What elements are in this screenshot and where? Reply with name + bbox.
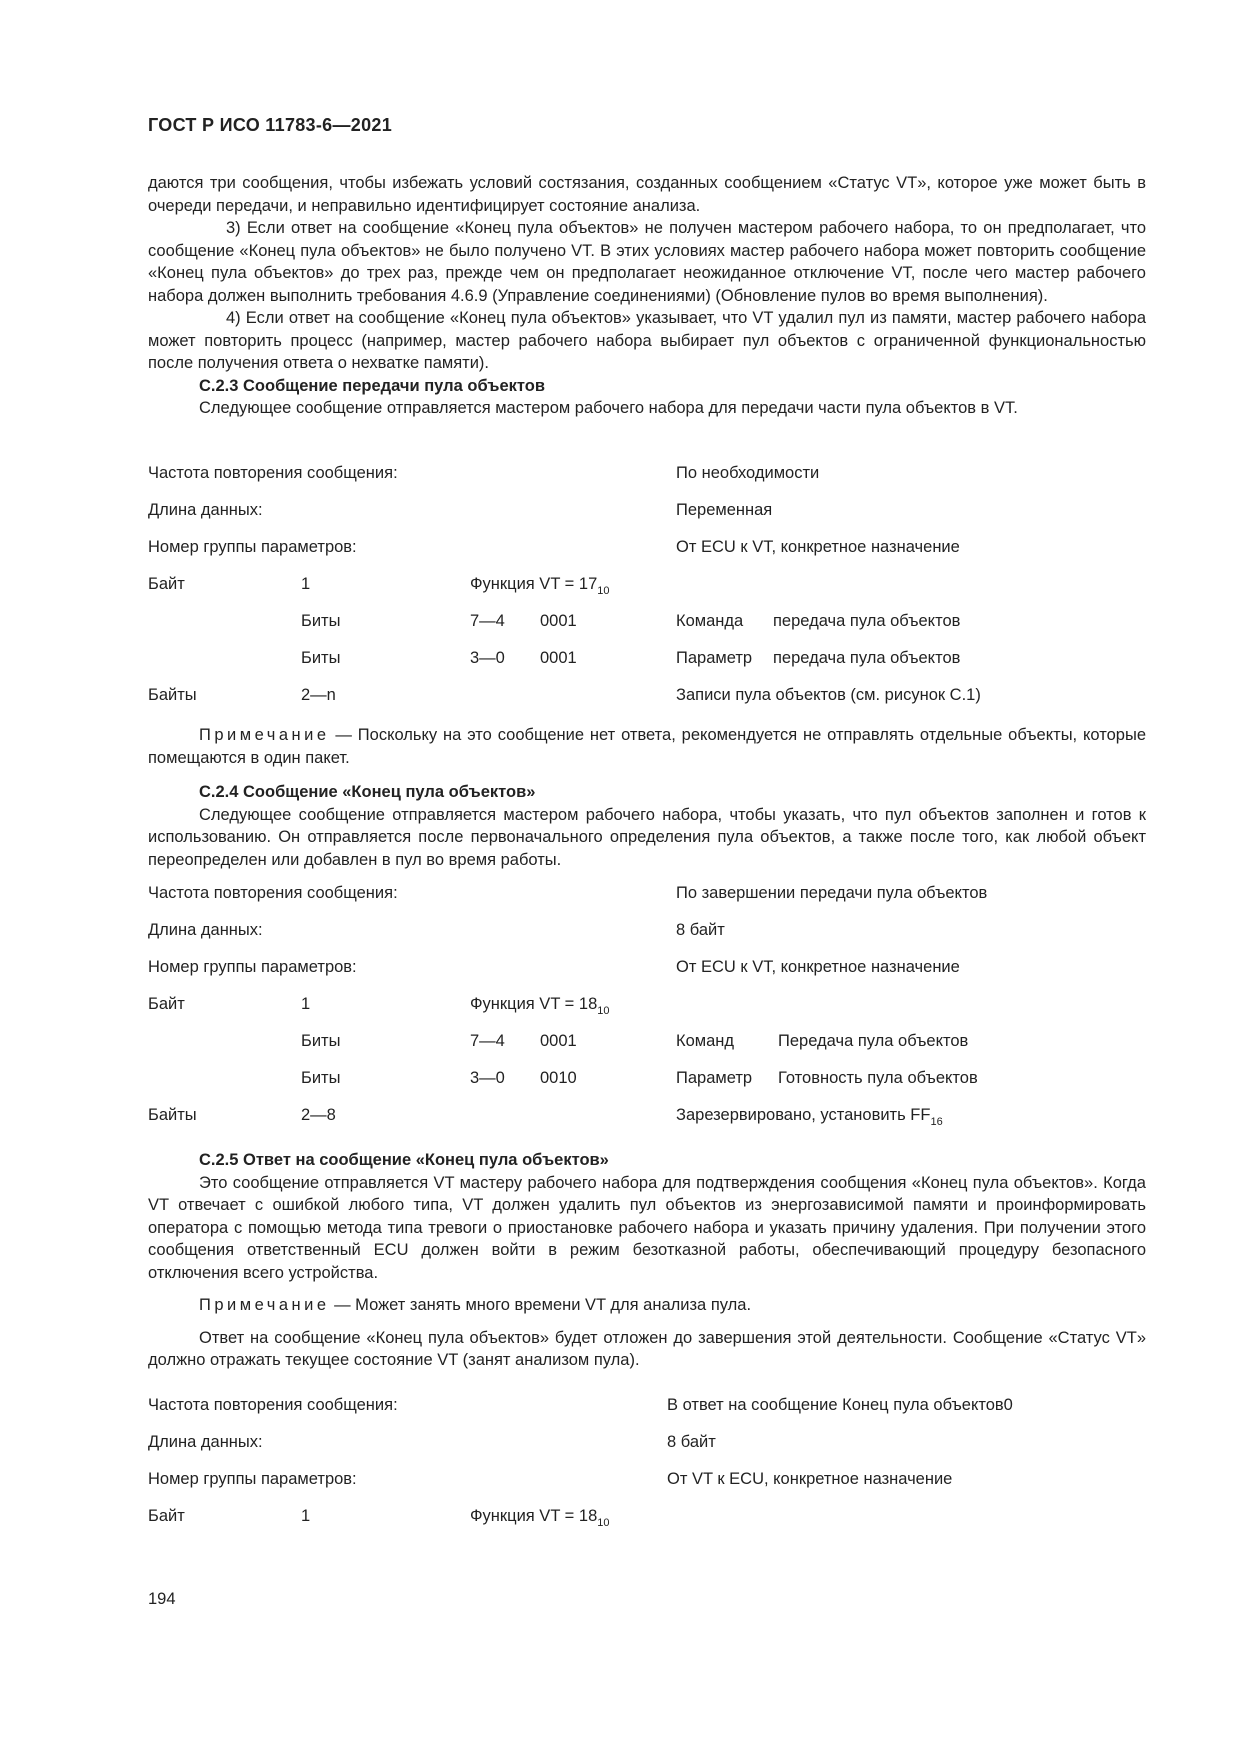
function-text: Функция VT = 18 <box>470 995 598 1013</box>
freq-label: Частота повторения сообщения: <box>148 464 398 482</box>
intro-section <box>148 172 1146 420</box>
pgn-label: Номер группы параметров: <box>148 1470 357 1488</box>
bits-name: Параметр <box>676 649 753 667</box>
note-label: Примечание <box>199 726 330 744</box>
byte-label: Байт <box>148 995 185 1013</box>
message-spec-table-c23 <box>148 462 1146 712</box>
byte-number: 1 <box>301 995 311 1013</box>
message-spec-table-c24 <box>148 882 1146 1132</box>
page-number: 194 <box>148 1590 176 1608</box>
note-text: — Поскольку на это сообщение нет ответа, рекомендуется не отправлять отдельные объекты, которые помещаются в один пакет. <box>148 726 1146 767</box>
intro-paragraph-2: 3) Если ответ на сообщение «Конец пула объектов» не получен мастером рабочего набора, то он предполагает, что сообщение «Конец пула объектов» не было получено VT. В этих условиях мастер рабочего набора может повторить сообщение «Конец пула объектов» до трех раз, прежде чем он предполагает неожиданное отключение VT, после чего мастер рабочего набора должен выполнить требования 4.6.9 (Управление соединениями) (Обновление пулов во время выполнения). <box>148 219 1146 305</box>
bytes-description-subscript: 16 <box>930 1116 943 1128</box>
section-text-c24: Следующее сообщение отправляется мастером рабочего набора, чтобы указать, что пул объектов заполнен и готов к использованию. Он отправляется после первоначального определения пула объектов, а также после того, как любой объект переопределен или добавлен в пул во время работы. <box>148 805 1146 869</box>
bits-label: Биты <box>301 649 341 667</box>
document-header: ГОСТ Р ИСО 11783-6—2021 <box>148 115 393 135</box>
section-text2-c25: Ответ на сообщение «Конец пула объектов» будет отложен до завершения этой деятельности. Сообщение «Статус VT» должно отражать текущее состояние VT (занят анализом пула). <box>148 1328 1146 1369</box>
function-text: Функция VT = 17 <box>470 575 598 593</box>
freq-value: По необходимости <box>676 464 820 482</box>
byte-label: Байт <box>148 575 185 593</box>
length-value: 8 байт <box>676 921 725 939</box>
section-text-c23: Следующее сообщение отправляется мастером рабочего набора для передачи части пула объектов в VT. <box>199 399 1018 417</box>
length-label: Длина данных: <box>148 1433 263 1451</box>
function-code <box>470 573 610 596</box>
function-text: Функция VT = 18 <box>470 1507 598 1525</box>
section-heading-c23: C.2.3 Сообщение передачи пула объектов <box>199 376 545 395</box>
function-subscript: 10 <box>597 585 610 597</box>
length-label: Длина данных: <box>148 921 263 939</box>
bits-range: 3—0 <box>470 649 505 667</box>
bits-value: 0001 <box>540 1032 577 1050</box>
function-subscript: 10 <box>597 1517 610 1529</box>
message-spec-table-c25 <box>148 1394 1146 1534</box>
section-heading-c24: C.2.4 Сообщение «Конец пула объектов» <box>199 783 536 801</box>
bits-description: Передача пула объектов <box>778 1032 969 1050</box>
bytes-range: 2—n <box>301 686 336 704</box>
bits-name: Параметр <box>676 1069 753 1087</box>
note-text: — Может занять много времени VT для анализа пула. <box>329 1296 752 1314</box>
freq-value: В ответ на сообщение Конец пула объектов0 <box>667 1396 1013 1414</box>
section-text-c25: Это сообщение отправляется VT мастеру рабочего набора для подтверждения сообщения «Конец пула объектов». Когда VT отвечает с ошибкой любого типа, VT должен удалить пул объектов из энергозависимой памяти и проинформировать оператора с помощью метода типа тревоги о приостановке рабочего набора и указать причину удаления. При получении этого сообщения ответственный ECU должен войти в режим безотказной работы, обеспечивающий процедуру безопасного отключения всего устройства. <box>148 1173 1146 1282</box>
bytes-description: Записи пула объектов (см. рисунок С.1) <box>676 686 981 704</box>
intro-paragraph-1: даются три сообщения, чтобы избежать условий состязания, созданных сообщением «Статус VT», которое уже может быть в очереди передачи, и неправильно идентифицирует состояние анализа. <box>148 174 1146 215</box>
bytes-label: Байты <box>148 686 197 704</box>
freq-label: Частота повторения сообщения: <box>148 1396 398 1414</box>
intro-paragraph-3: 4) Если ответ на сообщение «Конец пула объектов» указывает, что VT удалил пул из памяти, мастер рабочего набора может повторить процесс (например, мастер рабочего набора выбирает пул объектов с ограниченной функциональностью после получения ответа о нехватке памяти). <box>148 309 1146 372</box>
bits-range: 7—4 <box>470 1032 505 1050</box>
freq-label: Частота повторения сообщения: <box>148 884 398 902</box>
note-label: Примечание <box>199 1296 330 1314</box>
bytes-range: 2—8 <box>301 1106 336 1124</box>
note-c25 <box>148 1294 1146 1317</box>
bits-description: передача пула объектов <box>773 612 961 630</box>
bytes-description-text: Зарезервировано, установить FF <box>676 1106 931 1124</box>
function-code <box>470 993 610 1016</box>
bits-label: Биты <box>301 1069 341 1087</box>
bits-range: 3—0 <box>470 1069 505 1087</box>
section-heading-c25: C.2.5 Ответ на сообщение «Конец пула объектов» <box>199 1151 609 1169</box>
bits-name: Команд <box>676 1032 735 1050</box>
note-and-section-c24 <box>148 724 1146 871</box>
freq-value: По завершении передачи пула объектов <box>676 884 988 902</box>
bits-range: 7—4 <box>470 612 505 630</box>
bits-description: передача пула объектов <box>773 649 961 667</box>
bytes-label: Байты <box>148 1106 197 1124</box>
note-c23 <box>148 724 1146 769</box>
function-code <box>470 1505 610 1528</box>
length-label: Длина данных: <box>148 501 263 519</box>
byte-label: Байт <box>148 1507 185 1525</box>
bytes-description <box>676 1104 943 1127</box>
section-c25 <box>148 1149 1146 1372</box>
pgn-value: От ECU к VT, конкретное назначение <box>676 538 960 556</box>
function-subscript: 10 <box>597 1005 610 1017</box>
bits-label: Биты <box>301 612 341 630</box>
bits-name: Команда <box>676 612 744 630</box>
length-value: Переменная <box>676 501 773 519</box>
pgn-value: От VT к ECU, конкретное назначение <box>667 1470 953 1488</box>
bits-value: 0001 <box>540 612 577 630</box>
pgn-label: Номер группы параметров: <box>148 958 357 976</box>
pgn-value: От ECU к VT, конкретное назначение <box>676 958 960 976</box>
bits-value: 0001 <box>540 649 577 667</box>
length-value: 8 байт <box>667 1433 716 1451</box>
pgn-label: Номер группы параметров: <box>148 538 357 556</box>
bits-label: Биты <box>301 1032 341 1050</box>
byte-number: 1 <box>301 1507 311 1525</box>
byte-number: 1 <box>301 575 311 593</box>
bits-description: Готовность пула объектов <box>778 1069 978 1087</box>
bits-value: 0010 <box>540 1069 577 1087</box>
